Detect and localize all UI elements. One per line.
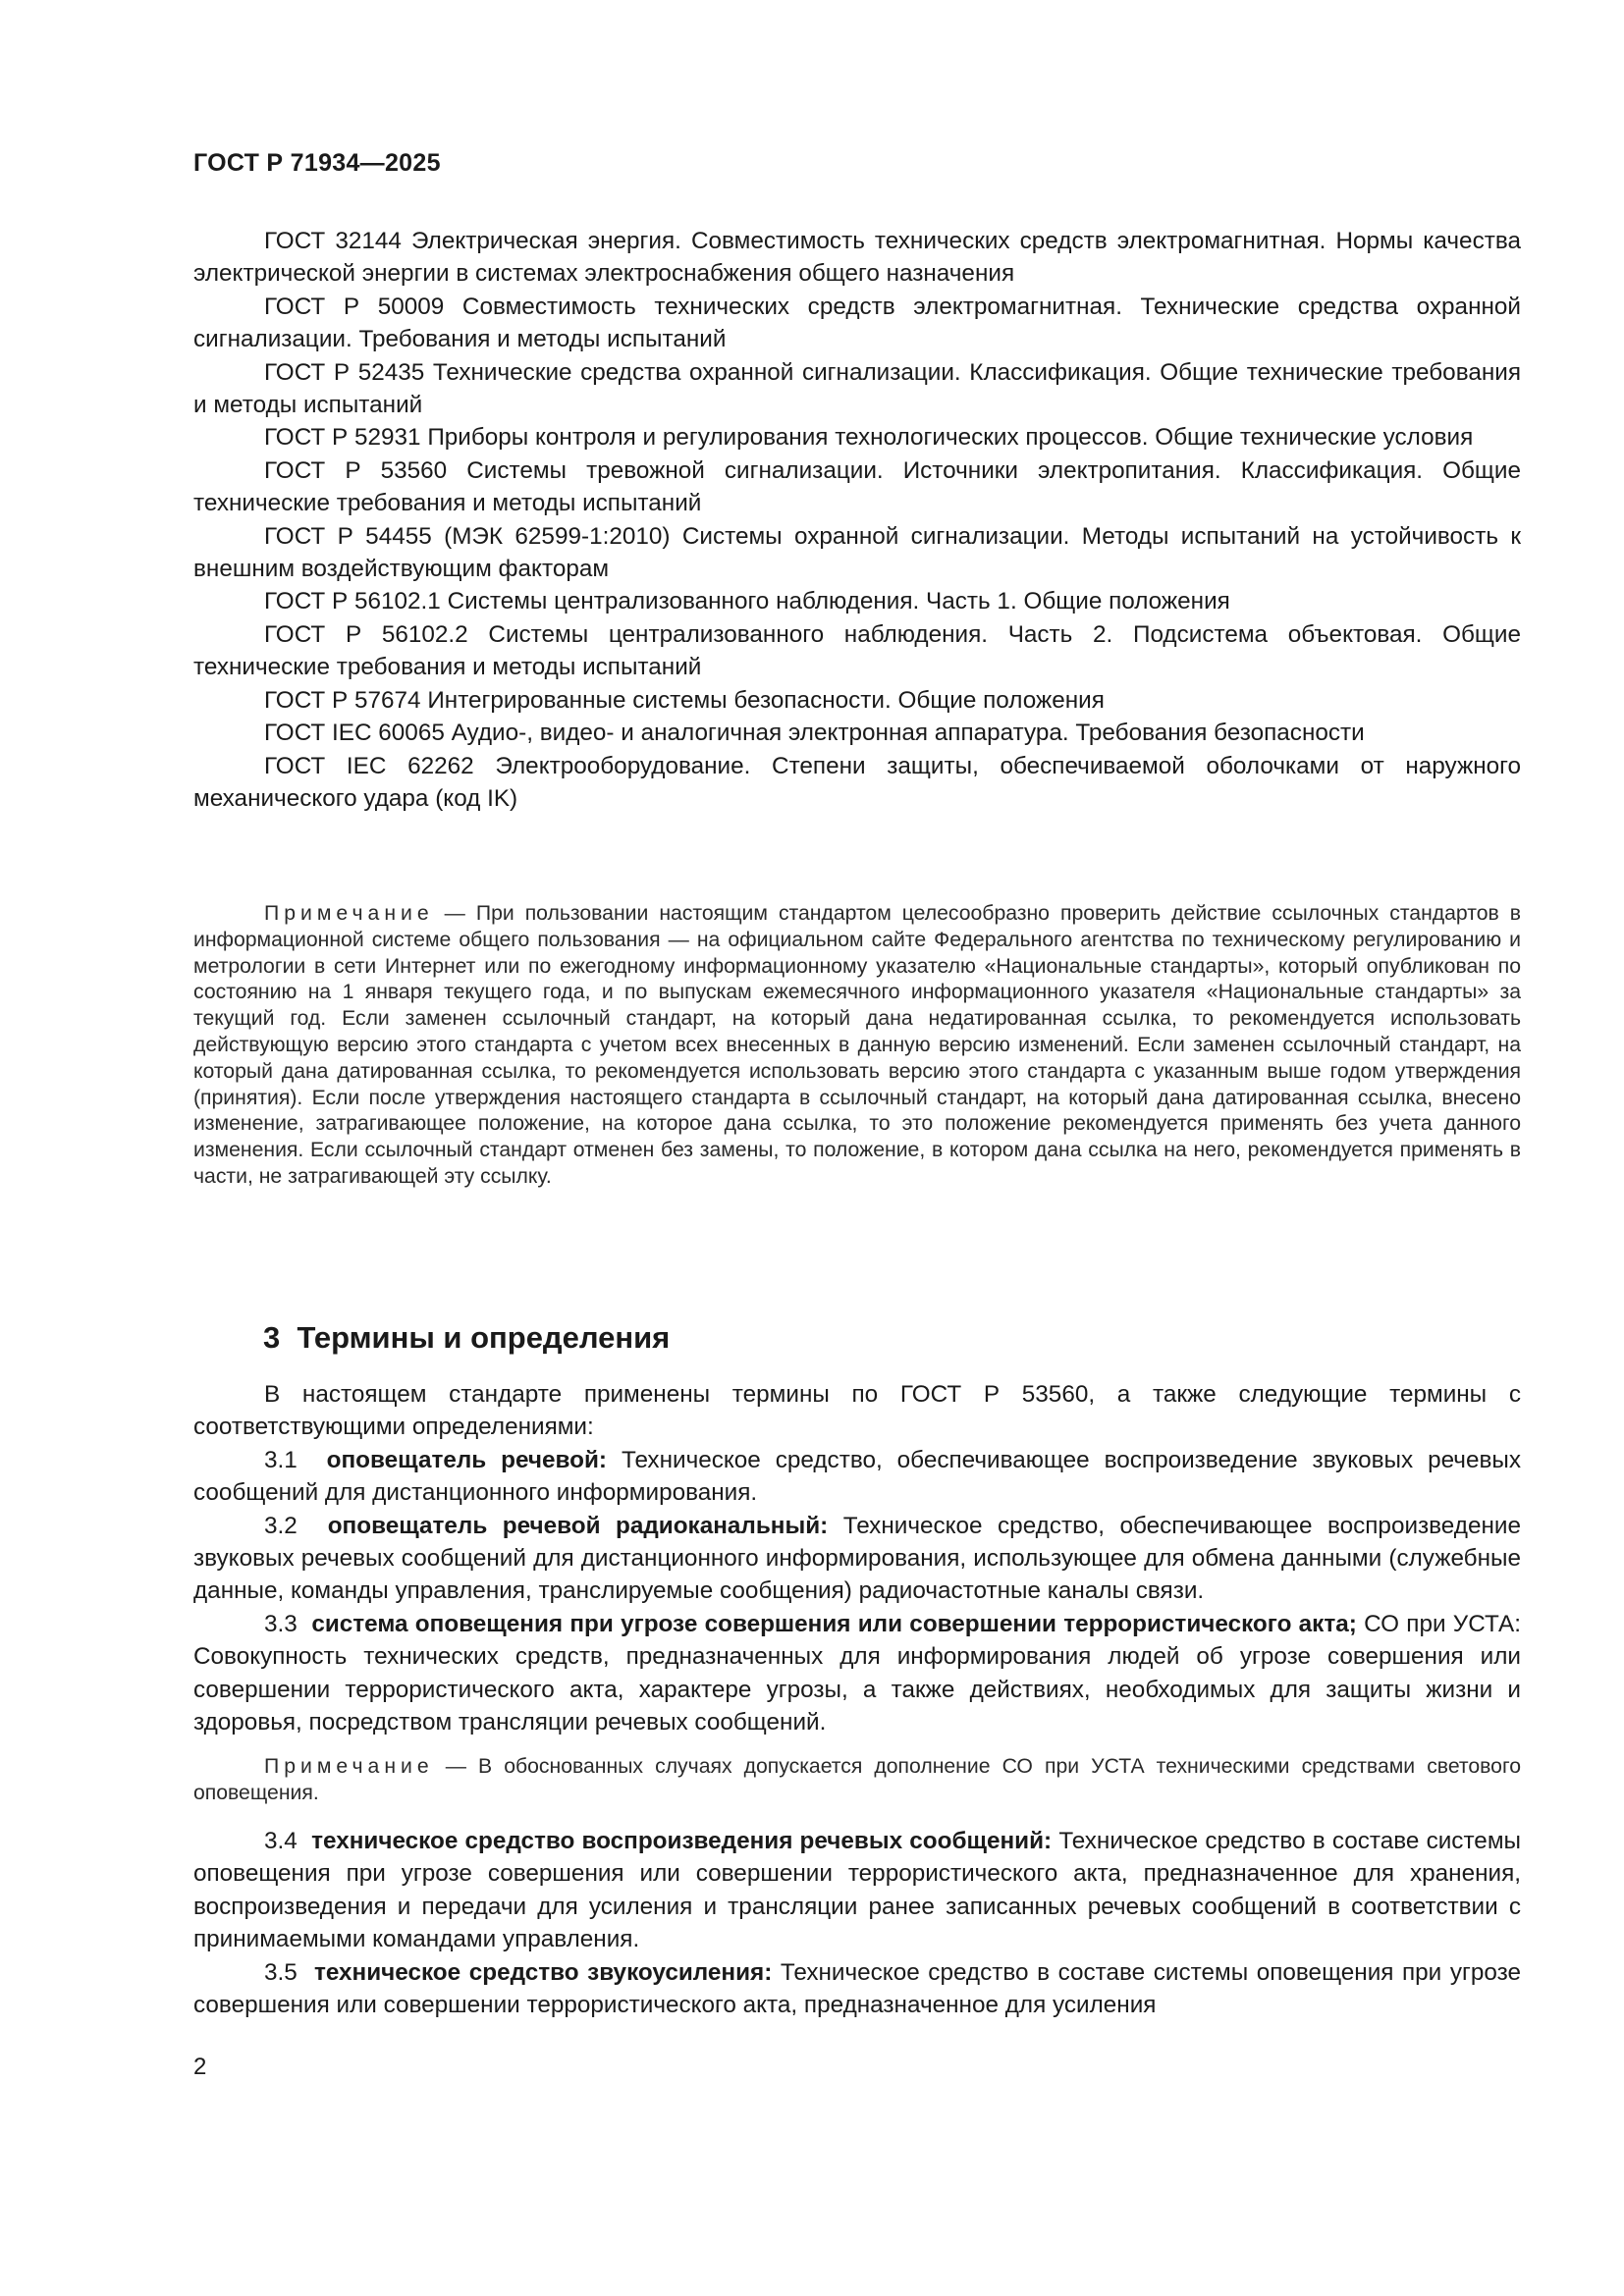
- reference-code: ГОСТ Р 54455 (МЭК 62599-1:2010): [264, 522, 671, 550]
- reference-item: [193, 421, 1521, 454]
- term-definition: Техническое средство в составе системы оповещения при угрозе совершения или совершении террористического акта, предназначенное для усиления: [193, 1958, 1521, 2019]
- term-name: техническое средство воспроизведения речевых сообщений:: [311, 1828, 1053, 1855]
- reference-item: [193, 750, 1521, 816]
- term-entry: [193, 1510, 1521, 1608]
- reference-title: Аудио-, видео- и аналогичная электронная аппаратура. Требования безопасности: [451, 720, 1365, 747]
- note-label: Примечание: [264, 902, 434, 925]
- term-number: 3.2: [264, 1512, 298, 1539]
- reference-code: ГОСТ Р 52931: [264, 424, 421, 452]
- page-number: 2: [193, 2054, 207, 2080]
- term-number: 3.5: [264, 1958, 298, 1986]
- note-text: — В обоснованных случаях допускается дополнение СО при УСТА техническими средствами светового оповещения.: [193, 1755, 1522, 1805]
- section-heading: 3 Термины и определения: [263, 1320, 671, 1355]
- document-code-header: ГОСТ Р 71934—2025: [193, 149, 441, 177]
- terms-section: [193, 1378, 1521, 2022]
- term-name: техническое средство звукоусиления:: [313, 1958, 773, 1986]
- note-label: Примечание: [264, 1755, 434, 1779]
- term-name: оповещатель речевой радиоканальный:: [327, 1512, 829, 1539]
- reference-item: [193, 717, 1521, 749]
- term-number: 3.4: [264, 1828, 298, 1855]
- reference-item: [193, 684, 1521, 717]
- reference-item: [193, 618, 1521, 684]
- reference-title: Электрическая энергия. Совместимость технических средств электромагнитная. Нормы качества электрической энергии в системах электроснабжения общего назначения: [193, 228, 1521, 288]
- reference-code: ГОСТ IEC 62262: [264, 752, 474, 779]
- term-name: оповещатель речевой:: [326, 1446, 608, 1473]
- term-entry: [193, 1956, 1521, 2022]
- reference-title: Системы централизованного наблюдения. Часть 1. Общие положения: [447, 588, 1230, 615]
- term-definition: Техническое средство в составе системы оповещения при угрозе совершения или совершении террористического акта, предназначенное для хранения, воспроизведения и передачи для усиления и трансляции ранее записанных речевых сообщений в соответствии с принимаемыми командами управления.: [193, 1828, 1521, 1953]
- reference-item: [193, 585, 1521, 617]
- term-definition: Техническое средство, обеспечивающее воспроизведение звуковых речевых сообщений для дистанционного информирования.: [193, 1446, 1521, 1507]
- reference-code: ГОСТ IEC 60065: [264, 720, 445, 747]
- term-number: 3.3: [264, 1610, 298, 1637]
- reference-title: Совместимость технических средств электромагнитная. Технические средства охранной сигнализации. Требования и методы испытаний: [193, 293, 1521, 353]
- reference-code: ГОСТ 32144: [264, 228, 402, 254]
- term-note: [193, 1754, 1521, 1807]
- reference-title: Электрооборудование. Степени защиты, обеспечиваемой оболочками от наружного механического удара (код IK): [193, 752, 1521, 812]
- reference-title: Системы охранной сигнализации. Методы испытаний на устойчивость к внешним воздействующим факторам: [193, 522, 1521, 583]
- term-entry: [193, 1608, 1521, 1739]
- term-entry: [193, 1825, 1521, 1956]
- reference-item: [193, 356, 1521, 422]
- references-note: [193, 901, 1521, 1191]
- term-definition: СО при УСТА: Совокупность технических средств, предназначенных для информирования людей об угрозе совершения или совершении террористического акта, характере угрозы, а также действиях, необходимых для защиты жизни и здоровья, посредством трансляции речевых сообщений.: [193, 1610, 1521, 1736]
- reference-code: ГОСТ Р 52435: [264, 358, 425, 386]
- reference-title: Технические средства охранной сигнализации. Классификация. Общие технические требования и методы испытаний: [193, 358, 1521, 419]
- reference-code: ГОСТ Р 53560: [264, 456, 448, 484]
- reference-title: Приборы контроля и регулирования технологических процессов. Общие технические условия: [427, 424, 1474, 452]
- reference-title: Интегрированные системы безопасности. Общие положения: [427, 686, 1105, 714]
- reference-item: [193, 454, 1521, 520]
- term-definition: Техническое средство, обеспечивающее воспроизведение звуковых речевых сообщений для дистанционного информирования, использующее для обмена данными (служебные данные, команды управления, транслируемые сообщения) радиочастотные каналы связи.: [193, 1512, 1521, 1605]
- section-intro: В настоящем стандарте применены термины по ГОСТ Р 53560, а также следующие термины с соответствующими определениями:: [193, 1381, 1521, 1441]
- term-name: система оповещения при угрозе совершения или совершении террористического акта;: [311, 1610, 1357, 1637]
- normative-references-list: [193, 225, 1521, 815]
- reference-title: Системы централизованного наблюдения. Часть 2. Подсистема объектовая. Общие технические требования и методы испытаний: [193, 620, 1521, 681]
- reference-code: ГОСТ Р 57674: [264, 686, 421, 714]
- term-number: 3.1: [264, 1446, 298, 1473]
- reference-item: [193, 520, 1521, 586]
- reference-code: ГОСТ Р 50009: [264, 293, 445, 320]
- note-text: — При пользовании настоящим стандартом целесообразно проверить действие ссылочных стандартов в информационной системе общего пользования — на официальном сайте Федерального агентства по техническому регулированию и метрологии в сети Интернет или по ежегодному информационному указателю «Национальные стандарты», который опубликован по состоянию на 1 января текущего года, и по выпускам ежемесячного информационного указателя «Национальные стандарты» за текущий год. Если заменен ссылочный стандарт, на который дана недатированная ссылка, то рекомендуется использовать действующую версию этого стандарта с учетом всех внесенных в данную версию изменений. Если заменен ссылочный стандарт, на который дана датированная ссылка, то рекомендуется использовать версию этого стандарта с указанным выше годом утверждения (принятия). Если после утверждения настоящего стандарта в ссылочный стандарт, на который дана датированная ссылка, внесено изменение, затрагивающее положение, на которое дана ссылка, то это положение рекомендуется применять без учета данного изменения. Если ссылочный стандарт отменен без замены, то положение, в котором дана ссылка на него, рекомендуется применять в части, не затрагивающей эту ссылку.: [193, 902, 1521, 1188]
- reference-title: Системы тревожной сигнализации. Источники электропитания. Классификация. Общие технические требования и методы испытаний: [193, 456, 1521, 517]
- reference-code: ГОСТ Р 56102.2: [264, 620, 468, 648]
- term-entry: [193, 1444, 1521, 1510]
- reference-code: ГОСТ Р 56102.1: [264, 588, 441, 615]
- reference-item: [193, 291, 1521, 356]
- reference-item: [193, 225, 1521, 291]
